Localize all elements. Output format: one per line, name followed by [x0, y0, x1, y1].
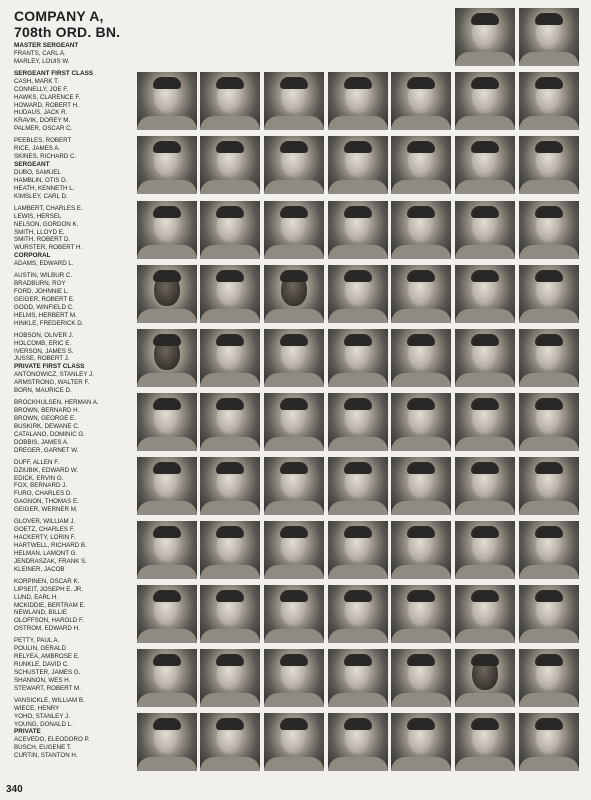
portrait-photo — [328, 329, 388, 387]
roster-name: FOX, BERNARD J. — [14, 482, 67, 490]
roster-name: NELSON, GORDON K. — [14, 220, 79, 228]
portrait-photo — [455, 521, 515, 579]
roster-name: EDICK, ERVIN G. — [14, 474, 64, 482]
battalion-name: 708th ORD. BN. — [14, 24, 121, 40]
portrait-photo — [264, 72, 324, 130]
roster-name: KLEINER, JACOB — [14, 565, 65, 573]
portrait-photo — [137, 393, 197, 451]
portrait-photo — [200, 457, 260, 515]
portrait-photo — [137, 585, 197, 643]
portrait-photo — [328, 136, 388, 194]
portrait-photo — [264, 457, 324, 515]
roster-name: HINKLE, FREDERICK D. — [14, 319, 84, 327]
portrait-photo — [455, 329, 515, 387]
portrait-photo — [519, 329, 579, 387]
roster-name: GEIGER, WERNER M. — [14, 506, 78, 514]
portrait-photo — [200, 521, 260, 579]
roster-name: GOOD, WINFIELD C. — [14, 303, 74, 311]
portrait-photo — [137, 265, 197, 323]
portrait-photo — [328, 521, 388, 579]
roster-name: ANTONOWICZ, STANLEY J. — [14, 371, 94, 379]
roster-name: GLOVER, WILLIAM J. — [14, 518, 76, 526]
portrait-photo — [455, 201, 515, 259]
roster-name: SCHUSTER, JAMES G. — [14, 668, 81, 676]
portrait-photo — [519, 136, 579, 194]
roster-name: KRAVIK, DOREY M. — [14, 117, 71, 125]
portrait-photo — [264, 649, 324, 707]
portrait-photo — [391, 329, 451, 387]
roster-name: STEWART, ROBERT M. — [14, 684, 81, 692]
portrait-photo — [200, 585, 260, 643]
roster-name: BROWN, GEORGE E. — [14, 415, 76, 422]
roster-name: PEEBLES, ROBERT — [14, 137, 72, 145]
roster-name: YOUNG, DONALD L. — [14, 720, 73, 728]
portrait-photo — [200, 72, 260, 130]
portrait-photo — [137, 713, 197, 771]
portrait-photo — [264, 201, 324, 259]
portrait-photo — [137, 521, 197, 579]
portrait-photo — [200, 201, 260, 259]
portrait-photo — [391, 585, 451, 643]
roster-name: MARLEY, LOUIS W. — [14, 57, 70, 65]
roster-name: PETTY, PAUL A. — [14, 637, 60, 645]
portrait-photo — [264, 713, 324, 771]
roster-name: PALMER, OSCAR C. — [14, 125, 73, 133]
roster-name: SHANNON, WES H. — [14, 676, 71, 684]
roster-name: BUSCH, EUGENE T. — [14, 744, 72, 752]
roster-name: LAMBERT, CHARLES E. — [14, 204, 83, 212]
portrait-photo — [519, 265, 579, 323]
portrait-photo — [391, 201, 451, 259]
portrait-photo — [391, 136, 451, 194]
portrait-photo — [264, 265, 324, 323]
portrait-photo — [328, 265, 388, 323]
roster-name: OLOFFSON, HAROLD F. — [14, 617, 84, 625]
roster-name: DOBBIS, JAMES A. — [14, 438, 69, 446]
roster-name: BUSKIRK, DEWANE C. — [14, 422, 80, 430]
roster-name: AUSTIN, WILBUR C. — [14, 272, 73, 280]
portrait-photo — [137, 72, 197, 130]
page-number: 340 — [6, 784, 23, 795]
roster-name: LEWIS, HERSEL — [14, 212, 62, 220]
roster-name: ADAMS, EDWARD L. — [14, 260, 74, 268]
roster-name: FRANTS, CARL A. — [14, 49, 66, 57]
roster-name: WURSTER, ROBERT H. — [14, 244, 83, 252]
roster-name: MCKIDDIE, BERTRAM E. — [14, 601, 86, 609]
portrait-photo — [137, 136, 197, 194]
roster-name: HEATH, KENNETH L. — [14, 184, 75, 192]
portrait-photo — [519, 457, 579, 515]
portrait-photo — [137, 457, 197, 515]
roster-name: SMITH, LLOYD E. — [14, 228, 65, 236]
portrait-photo — [137, 329, 197, 387]
portrait-photo — [519, 649, 579, 707]
portrait-photo — [264, 393, 324, 451]
portrait-photo — [264, 136, 324, 194]
portrait-photo — [455, 265, 515, 323]
portrait-photo — [264, 521, 324, 579]
roster-name: HUDAUS, JACK R. — [14, 109, 68, 117]
portrait-photo — [200, 265, 260, 323]
company-name: COMPANY A, — [14, 8, 104, 24]
portrait-photo — [137, 201, 197, 259]
roster-name: HELMS, HERBERT M. — [14, 311, 77, 319]
rank-heading: MASTER SERGEANT — [14, 42, 79, 49]
rank-heading: PRIVATE FIRST CLASS — [14, 363, 85, 371]
roster-name: HOLCOMB, ERIC E. — [14, 339, 72, 347]
portrait-photo — [455, 457, 515, 515]
portrait-photo — [455, 649, 515, 707]
portrait-photo — [328, 457, 388, 515]
roster-name: CASH, MARK T. — [14, 77, 59, 85]
portrait-photo — [200, 329, 260, 387]
portrait-photo — [455, 393, 515, 451]
roster-name: OSTROM, EDWARD H. — [14, 625, 80, 633]
rank-heading: SERGEANT FIRST CLASS — [14, 69, 94, 77]
roster-name: CURTIN, STANTON H. — [14, 752, 78, 760]
roster-name: CATALANO, DOMINIC G. — [14, 430, 85, 438]
roster-name: CONNELLY, JOE F. — [14, 85, 69, 93]
roster-name: DREGER, GARNET W. — [14, 446, 79, 454]
roster-name: FORD, JOHNNIE L. — [14, 288, 70, 296]
portrait-photo — [519, 585, 579, 643]
rank-heading: PRIVATE — [14, 728, 41, 736]
roster-name: RUNKLE, DAVID C. — [14, 661, 69, 669]
roster-name: GOETZ, CHARLES F. — [14, 526, 75, 534]
roster-name: HAWKS, CLARENCE F. — [14, 93, 81, 101]
rank-heading: CORPORAL — [14, 252, 51, 260]
roster-name: DZIUBIK, EDWARD W. — [14, 466, 79, 474]
portrait-photo — [455, 136, 515, 194]
portrait-photo — [391, 649, 451, 707]
roster-name: DUFF, ALLEN F. — [14, 458, 60, 466]
roster-name: SMITH, ROBERT D. — [14, 236, 71, 244]
roster-name: HACKERTY, LORIN F. — [14, 534, 76, 542]
portrait-photo — [264, 585, 324, 643]
roster-name: RICE, JAMES A. — [14, 145, 61, 153]
portrait-photo — [137, 649, 197, 707]
roster-name: HELMAN, LAMONT G. — [14, 549, 78, 557]
roster-name: SKINES, RICHARD C. — [14, 153, 77, 161]
portrait-photo — [328, 649, 388, 707]
portrait-photo — [328, 201, 388, 259]
portrait-photo — [200, 649, 260, 707]
portrait-photo — [519, 521, 579, 579]
portrait-photo — [391, 521, 451, 579]
portrait-photo — [519, 393, 579, 451]
roster-name: KIMSLEY, CARL D. — [14, 192, 68, 200]
roster-name: HAMBLIN, OTIS D. — [14, 176, 68, 184]
roster-name: POULIN, GERALD — [14, 645, 66, 653]
roster-name: IVERSON, JAMES S. — [14, 347, 74, 355]
roster-name: JUSSE, ROBERT J. — [14, 355, 70, 363]
roster-name: LUND, EARL H. — [14, 593, 59, 601]
portrait-photo — [200, 393, 260, 451]
portrait-photo — [519, 8, 579, 66]
portrait-photo — [455, 585, 515, 643]
roster-name: BRADBURN, ROY — [14, 280, 66, 288]
portrait-photo — [519, 201, 579, 259]
portrait-photo — [391, 72, 451, 130]
roster-name: DUBO, SAMUEL — [14, 168, 61, 176]
roster-name: KORPINEN, OSCAR K. — [14, 577, 80, 585]
roster-name: GEIGER, ROBERT E. — [14, 295, 75, 303]
roster-name: BROWN, BERNARD H. — [14, 407, 80, 415]
portrait-photo — [455, 8, 515, 66]
portrait-photo — [391, 713, 451, 771]
roster-name: ACEVEDO, ELEODORO P. — [14, 736, 90, 744]
roster-name: LIPSEIT, JOSEPH E. JR. — [14, 585, 84, 593]
portrait-photo — [391, 265, 451, 323]
rank-heading: SERGEANT — [14, 161, 50, 169]
roster-name: JENDRASZAK, FRANK S. — [14, 557, 87, 565]
portrait-photo — [200, 136, 260, 194]
roster-name: HOWARD, ROBERT H. — [14, 101, 79, 109]
portrait-photo — [391, 457, 451, 515]
portrait-photo — [519, 713, 579, 771]
roster-name: YOHO, STANLEY J. — [14, 712, 70, 720]
portrait-photo — [519, 72, 579, 130]
roster-name: BORN, MAURICE D. — [14, 387, 72, 395]
roster-name: HARTWELL, RICHARD B. — [14, 541, 87, 549]
portrait-photo — [328, 713, 388, 771]
portrait-photo — [455, 713, 515, 771]
roster-name: RELYEA, AMBROSE E. — [14, 653, 80, 661]
roster-name: BROCKHULSEN, HERMAN A. — [14, 399, 99, 407]
roster-name: ARMSTRONG, WALTER F. — [14, 379, 90, 387]
roster-name: GAGNON, THOMAS E. — [14, 498, 79, 506]
roster-name: WIECE, HENRY — [14, 704, 60, 712]
portrait-photo — [391, 393, 451, 451]
portrait-photo — [328, 393, 388, 451]
portrait-photo — [328, 72, 388, 130]
roster-name: HOBSON, OLIVER J. — [14, 331, 74, 339]
portrait-photo — [328, 585, 388, 643]
portrait-photo — [455, 72, 515, 130]
roster-name: VANSICKLE, WILLIAM B. — [14, 696, 85, 704]
portrait-photo — [264, 329, 324, 387]
portrait-photo — [200, 713, 260, 771]
roster-name: NEWLAND, BILLIE — [14, 609, 67, 617]
roster-name: FURO, CHARLES D. — [14, 490, 73, 498]
